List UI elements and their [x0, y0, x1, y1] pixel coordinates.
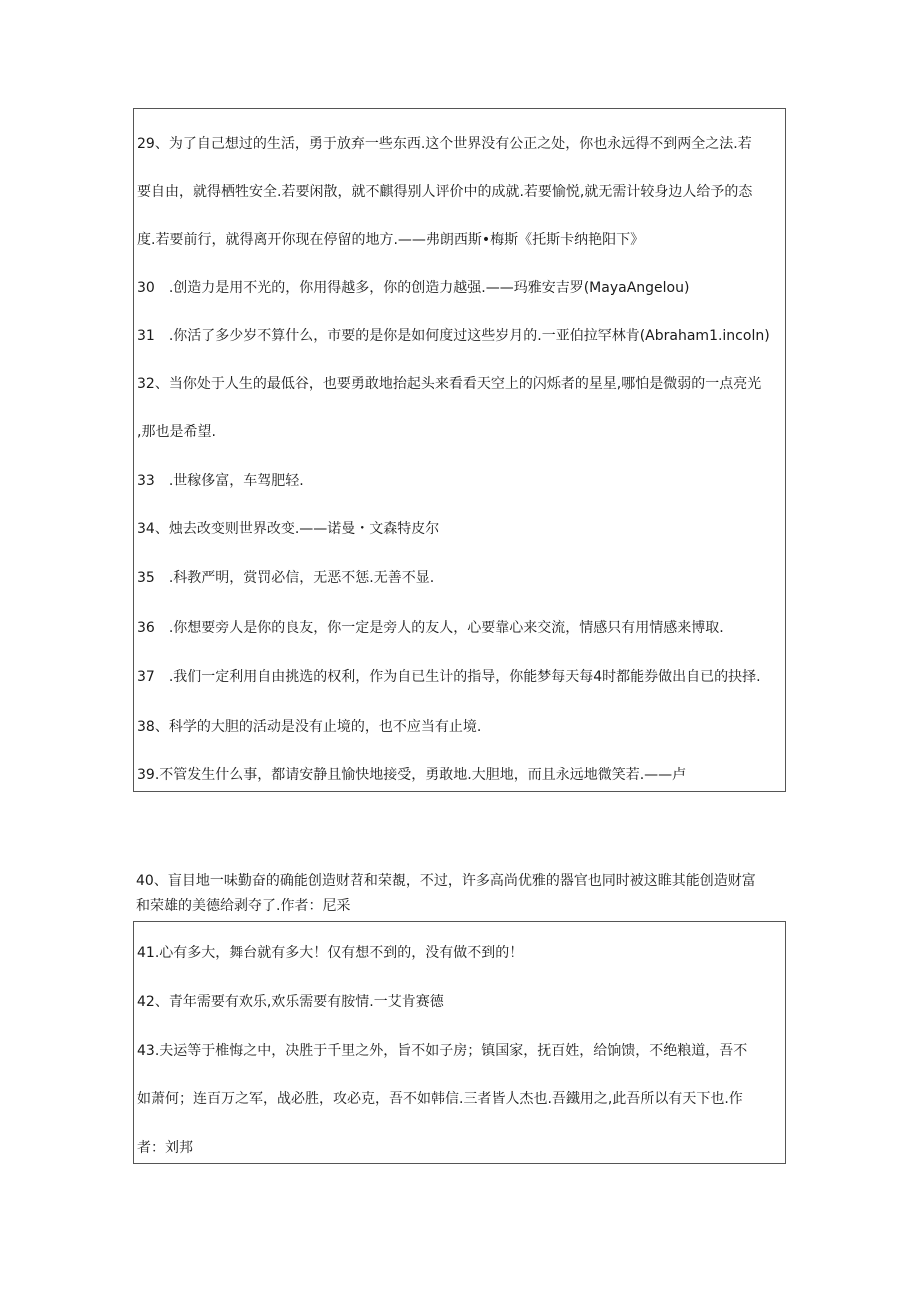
quote-43-line-1: 43.夫运等于椎悔之中，决胜于千里之外，旨不如子房；镇国家，抚百姓，给饷馈，不绝粮道，吾不 [137, 1043, 748, 1059]
quote-37: 37 .我们一定利用自由挑选的权利，作为自已生计的指导，你能梦每天每4时都能券做出自已的抉择. [137, 669, 761, 685]
quote-40-line-2: 和荣雄的美德给剥夺了.作者：尼采 [136, 898, 351, 914]
quote-39: 39.不管发生什么事，都请安静且愉快地接受，勇敢地.大胆地，而且永远地微笑若.——卢 [137, 767, 687, 783]
quote-33: 33 .世稼侈富，车驾肥轻. [137, 473, 304, 489]
quote-box-top [133, 108, 786, 792]
quote-29-line-3: 度.若要前行，就得离开你现在停留的地方.——弗朗西斯•梅斯《托斯卡纳艳阳下》 [137, 232, 645, 248]
quote-43-line-2: 如萧何；连百万之军，战必胜，攻必克，吾不如韩信.三者皆人杰也.吾鐵用之,此吾所以有天下也.作 [137, 1091, 743, 1107]
quote-35: 35 .科教严明，赏罚必信，无恶不惩.无善不显. [137, 570, 435, 586]
quote-42: 42、青年需要有欢乐,欢乐需要有胺情.一艾肯赛德 [137, 994, 444, 1010]
quote-36: 36 .你想要旁人是你的良友，你一定是旁人的友人，心要靠心来交流，情感只有用情感来博取. [137, 620, 724, 636]
quote-32-line-2: ,那也是希望. [137, 424, 216, 440]
quote-41: 41.心有多大，舞台就有多大！仅有想不到的，没有做不到的！ [137, 945, 524, 961]
quote-43-line-3: 者：刘邦 [137, 1140, 193, 1156]
quote-40-line-1: 40、盲目地一味勤奋的确能创造财苕和荣覩，不过，许多高尚优雅的器官也同时被这睢其能创造财富 [136, 873, 756, 889]
quote-34: 34、烛去改变则世界改变.——诺曼・文森特皮尔 [137, 521, 440, 537]
quote-38: 38、科学的大胆的活动是没有止境的，也不应当有止境. [137, 719, 482, 735]
quote-box-bottom [133, 921, 786, 1164]
quote-31: 31 .你活了多少岁不算什么，市要的是你是如何度过这些岁月的.一亚伯拉罕林肯(Abraham1.incoln) [137, 328, 770, 344]
quote-29-line-1: 29、为了自己想过的生活，勇于放弃一些东西.这个世界没有公正之处，你也永远得不到两全之法.若 [137, 136, 752, 152]
quote-32-line-1: 32、当你处于人生的最低谷，也要勇敢地抬起头来看看天空上的闪烁者的星星,哪怕是微弱的一点亮光 [137, 376, 762, 392]
quote-29-line-2: 要自由，就得栖牲安全.若要闲散，就不麒得别人评价中的成就.若要愉悦,就无需计较身边人给予的态 [137, 184, 753, 200]
quote-30: 30 .创造力是用不光的，你用得越多，你的创造力越强.——玛雅安吉罗(MayaAngelou) [137, 280, 690, 296]
